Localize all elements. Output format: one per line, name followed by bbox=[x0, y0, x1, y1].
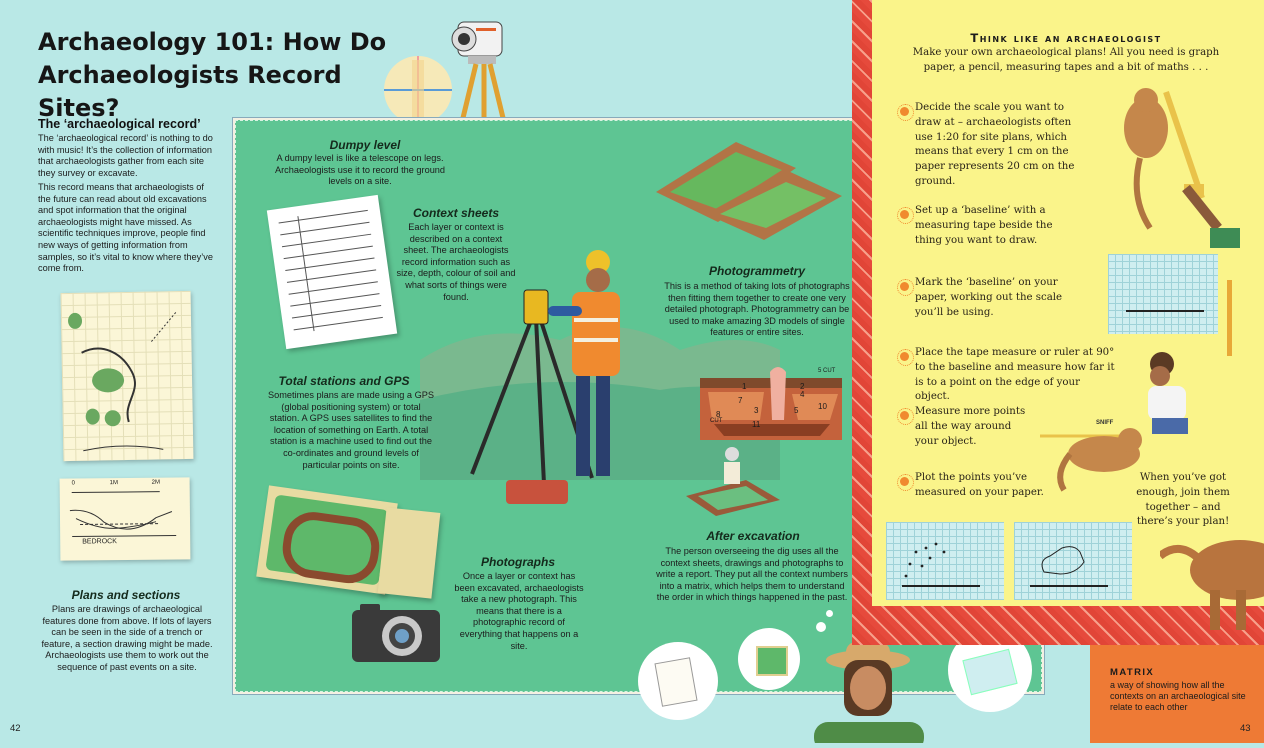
archaeological-record-heading: The ‘archaeological record’ bbox=[38, 117, 201, 131]
total-stations-text: Sometimes plans are made using a GPS (global positioning system) or total station. A GPS uses satellites to find the location of something on Earth. A total station is a machine used to find out the co-ordinates and ground levels of particular points on site. bbox=[268, 390, 434, 470]
site-plan-drawing bbox=[61, 291, 194, 461]
section-label-cut: CUT bbox=[710, 418, 723, 424]
step-6-bullet-icon bbox=[900, 477, 909, 486]
total-station-surveyor-illustration bbox=[452, 248, 632, 506]
photogrammetry-text: This is a method of taking lots of photographs then fitting them together to create one very detailed photograph. Photogrammetry can be used to make amazing 3D models of single features or entire sites. bbox=[664, 281, 850, 338]
section-num-4: 4 bbox=[800, 390, 805, 399]
context-sheets-heading: Context sheets bbox=[412, 206, 500, 220]
plotted-points-paper bbox=[886, 522, 1004, 600]
walking-cat-illustration bbox=[1160, 520, 1264, 640]
step-5-text: Measure more points all the way around your object. bbox=[915, 406, 1026, 447]
activity-intro: Make your own archaeological plans! All you need is graph paper, a pencil, measuring tapes and a bit of maths . . . bbox=[912, 47, 1220, 73]
photogrammetry-heading: Photogrammetry bbox=[708, 264, 806, 278]
step-1-bullet-icon bbox=[900, 107, 909, 116]
after-excavation-text: The person overseeing the dig uses all the context sheets, drawings and photographs to write a report. They put all the context numbers into a matrix, which helps them to understand the order in which things happened in the past. bbox=[656, 546, 848, 603]
sniff-label: SNIFF bbox=[1096, 420, 1114, 426]
completed-plan-paper bbox=[1014, 522, 1132, 600]
page-title: Archaeology 101: How Do Archaeologists Record Sites? bbox=[38, 28, 387, 122]
matrix-definition-box bbox=[1090, 645, 1264, 743]
section-num-10: 10 bbox=[818, 402, 827, 411]
section-bedrock-label: BEDROCK bbox=[82, 538, 117, 546]
total-stations-heading: Total stations and GPS bbox=[278, 374, 410, 388]
page-number-left: 42 bbox=[10, 723, 21, 734]
context-sheet-illustration bbox=[267, 195, 397, 349]
trench-section-illustration bbox=[700, 364, 842, 440]
second-photograph-illustration bbox=[378, 507, 441, 598]
excavator-kneeling-illustration bbox=[676, 440, 786, 516]
section-num-8: 8 bbox=[716, 410, 721, 419]
step-3-bullet-icon bbox=[900, 282, 909, 291]
camera-illustration bbox=[350, 602, 442, 664]
closing-text: When you’ve got enough, join them together – and there’s your plan! bbox=[1136, 472, 1230, 528]
step-4-bullet-icon bbox=[900, 352, 909, 361]
dumpy-level-text: A dumpy level is like a telescope on legs. Archaeologists use it to record the ground levels on a site. bbox=[274, 153, 446, 187]
step-4-text: Place the tape measure or ruler at 90° to the baseline and measure how far it is to a point on the edge of your object. bbox=[915, 347, 1115, 403]
step-1-text: Decide the scale you want to draw at – archaeologists often use 1:20 for site plans, which means that every 1 cm on the paper represents 20 cm on the ground. bbox=[915, 102, 1075, 187]
photographs-text: Once a layer or context has been excavated, archaeologists take a new photograph. This means that there is a photographic record of everything that happens on a site. bbox=[454, 571, 584, 651]
site-photograph-illustration bbox=[256, 485, 398, 594]
photographs-heading: Photographs bbox=[481, 555, 555, 569]
step-2-bullet-icon bbox=[900, 210, 909, 219]
step-3-text: Mark the ‘baseline’ on your paper, working out the scale you’ll be using. bbox=[915, 277, 1063, 318]
pencil-icon bbox=[1227, 280, 1232, 356]
step-5-bullet-icon bbox=[900, 411, 909, 420]
section-scale-1m: 1M bbox=[109, 480, 118, 487]
context-sheets-text: Each layer or context is described on a context sheet. The archaeologists record information such as size, depth, colour of soil and what sorts of things were found. bbox=[396, 222, 516, 302]
section-num-3: 3 bbox=[754, 406, 759, 415]
graph-paper-baseline bbox=[1108, 254, 1218, 334]
section-num-2: 2 bbox=[800, 382, 805, 391]
after-excavation-heading: After excavation bbox=[706, 529, 800, 543]
thinking-archaeologist-illustration bbox=[804, 632, 934, 743]
archaeological-record-text-1: The ‘archaeological record’ is nothing to do with music! It’s the collection of information that archaeologists gather from each site they survey or excavate. bbox=[38, 133, 213, 178]
girl-measuring-cat-illustration bbox=[1040, 344, 1210, 494]
plans-sections-text: Plans are drawings of archaeological features done from above. If lots of layers can be seen in the side of a trench or feature, a section drawing might be made. Archaeologists use them to work out the sequence of past events on a site. bbox=[41, 604, 213, 672]
plans-sections-heading: Plans and sections bbox=[71, 588, 181, 602]
step-6-text: Plot the points you’ve measured on your paper. bbox=[915, 472, 1044, 498]
section-num-7: 7 bbox=[738, 396, 743, 405]
section-num-1: 1 bbox=[742, 382, 747, 391]
step-2-text: Set up a ‘baseline’ with a measuring tape beside the thing you want to draw. bbox=[915, 205, 1053, 246]
archaeological-record-text-2: This record means that archaeologists of the future can read about old excavations and spot information that the original archaeologists might have missed. As scientific techniques improve, people find new ways of getting information from samples, so it’s vital to know where they’ve come from. bbox=[38, 182, 213, 274]
think-like-archaeologist-heading: Think like an archaeologist bbox=[970, 31, 1162, 45]
cat-measuring-tape-illustration bbox=[1110, 88, 1250, 248]
section-scale-2m: 2M bbox=[151, 479, 160, 486]
ground-marker-illustration bbox=[506, 480, 568, 504]
section-label-5-cut: 5 CUT bbox=[818, 368, 836, 374]
dumpy-level-heading: Dumpy level bbox=[329, 138, 401, 152]
section-num-5: 5 bbox=[794, 406, 799, 415]
matrix-definition: a way of showing how all the contexts on an archaeological site relate to each other bbox=[1110, 680, 1246, 712]
section-drawing bbox=[60, 477, 191, 560]
section-scale-0: 0 bbox=[71, 480, 76, 487]
section-num-11: 11 bbox=[752, 420, 761, 429]
matrix-term: MATRIX bbox=[1110, 667, 1155, 678]
page-number-right: 43 bbox=[1240, 723, 1251, 734]
trench-illustration bbox=[646, 130, 842, 242]
dumpy-level-illustration bbox=[376, 10, 486, 120]
